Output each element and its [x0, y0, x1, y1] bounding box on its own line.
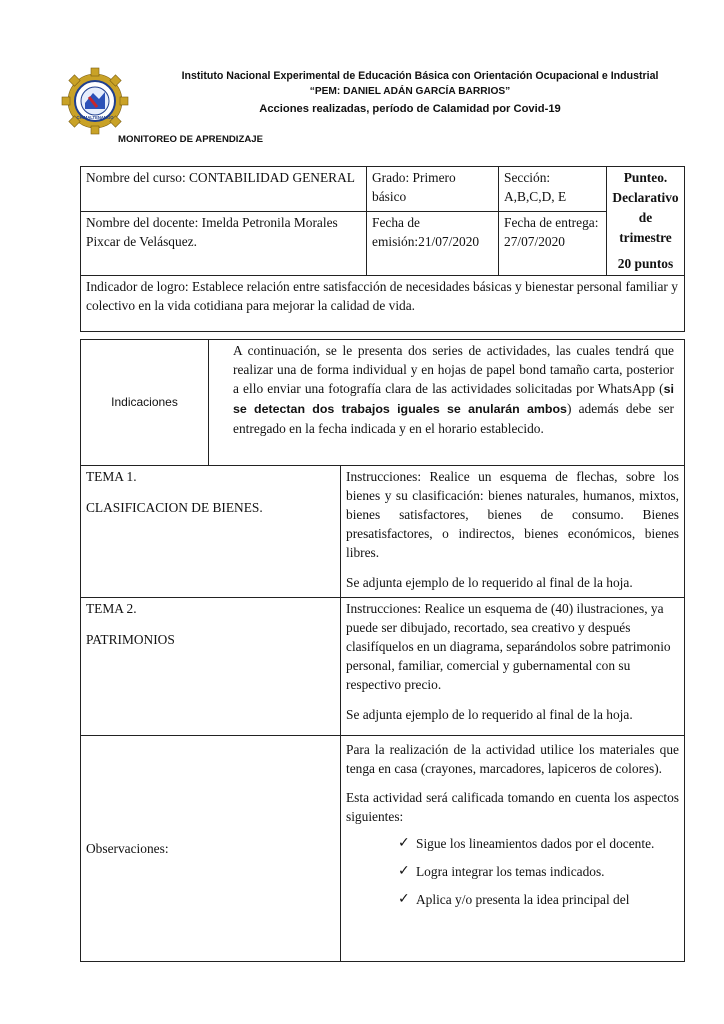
observations-cell — [341, 736, 685, 962]
warning-text: si se detectan dos trabajos iguales se anularán ambos — [233, 382, 674, 416]
theme-1-title: TEMA 1. — [86, 469, 137, 484]
theme-1-cell — [81, 466, 341, 598]
institution-name: Instituto Nacional Experimental de Educación Básica con Orientación Ocupacional e Industrial — [181, 70, 659, 82]
section-cell: Sección: A,B,C,D, E — [499, 167, 607, 212]
observations-criteria-intro: Esta actividad será calificada tomando en cuenta los aspectos siguientes: — [346, 790, 679, 824]
section-title: MONITOREO DE APRENDIZAJE — [118, 134, 263, 145]
school-logo — [56, 66, 134, 136]
teacher-name-cell: Nombre del docente: Imelda Petronila Morales Pixcar de Velásquez. — [81, 212, 367, 276]
criteria-list — [400, 834, 679, 909]
observations-label: Observaciones: — [81, 736, 341, 962]
criteria-item: ✓ Aplica y/o presenta la idea principal del — [398, 891, 630, 907]
theme-2-name: PATRIMONIOS — [86, 632, 175, 647]
school-name: “PEM: DANIEL ADÁN GARCÍA BARRIOS” — [309, 86, 511, 97]
criteria-item: ✓ Sigue los lineamientos dados por el docente. — [398, 835, 655, 851]
score-points: 20 puntos — [617, 256, 674, 271]
theme-2-cell — [81, 598, 341, 736]
theme-1-note: Se adjunta ejemplo de lo requerido al final de la hoja. — [346, 575, 633, 590]
document-subtitle: Acciones realizadas, período de Calamidad por Covid-19 — [259, 103, 561, 115]
grade-cell: Grado: Primero básico — [367, 167, 499, 212]
course-info-table — [80, 166, 685, 332]
indications-label: Indicaciones — [81, 340, 209, 466]
theme-2-note: Se adjunta ejemplo de lo requerido al final de la hoja. — [346, 707, 633, 722]
theme-2-title: TEMA 2. — [86, 601, 137, 616]
emission-date-cell: Fecha de emisión:21/07/2020 — [367, 212, 499, 276]
activities-table — [80, 339, 685, 962]
delivery-date-cell: Fecha de entrega: 27/07/2020 — [499, 212, 607, 276]
score-title: Punteo. Declarativo de trimestre — [612, 170, 679, 245]
svg-text:CHIMALTENANGO: CHIMALTENANGO — [76, 115, 114, 120]
check-icon: ✓ — [398, 835, 410, 851]
theme-2-instructions: Instrucciones: Realice un esquema de (40) ilustraciones, ya puede ser dibujado, recortado, sea creativo y después clasifíquelos en un diagrama, separándolos sobre patrimonio personal, familiar, comercial y gubernamental con su respectivo precio. Se adjunta ejemplo de lo requerido al final de la hoja. — [341, 598, 685, 736]
indications-text: A continuación, se le presenta dos series de actividades, las cuales tendrá que realizar una de forma individual y en hojas de papel bond tamaño carta, posterior a ello enviar una fotografía clara de las actividades solicitadas por WhatsApp (si se detectan dos trabajos iguales se anularán ambos) además debe ser entregado en la fecha indicada y en el horario establecido. — [209, 340, 685, 466]
check-icon: ✓ — [398, 863, 410, 879]
theme-1-name: CLASIFICACION DE BIENES. — [86, 500, 263, 515]
achievement-indicator-cell: Indicador de logro: Establece relación entre satisfacción de necesidades básicas y bienestar personal familiar y colectivo en la vida cotidiana para mejorar la calidad de vida. — [81, 276, 685, 332]
course-name-cell: Nombre del curso: CONTABILIDAD GENERAL — [81, 167, 367, 212]
score-cell — [607, 167, 685, 276]
check-icon: ✓ — [398, 891, 410, 907]
criteria-item: ✓ Logra integrar los temas indicados. — [398, 863, 605, 879]
theme-1-instructions: Instrucciones: Realice un esquema de flechas, sobre los bienes y su clasificación: bienes naturales, humanos, mixtos, bienes satisfactores, bienes de consumo. Bienes presatisfactores, o indirectos, bienes económicos, bienes libres. Se adjunta ejemplo de lo requerido al final de la hoja. — [341, 466, 685, 598]
observations-materials: Para la realización de la actividad utilice los materiales que tenga en casa (crayones, marcadores, lapiceros de colores). — [346, 742, 679, 776]
